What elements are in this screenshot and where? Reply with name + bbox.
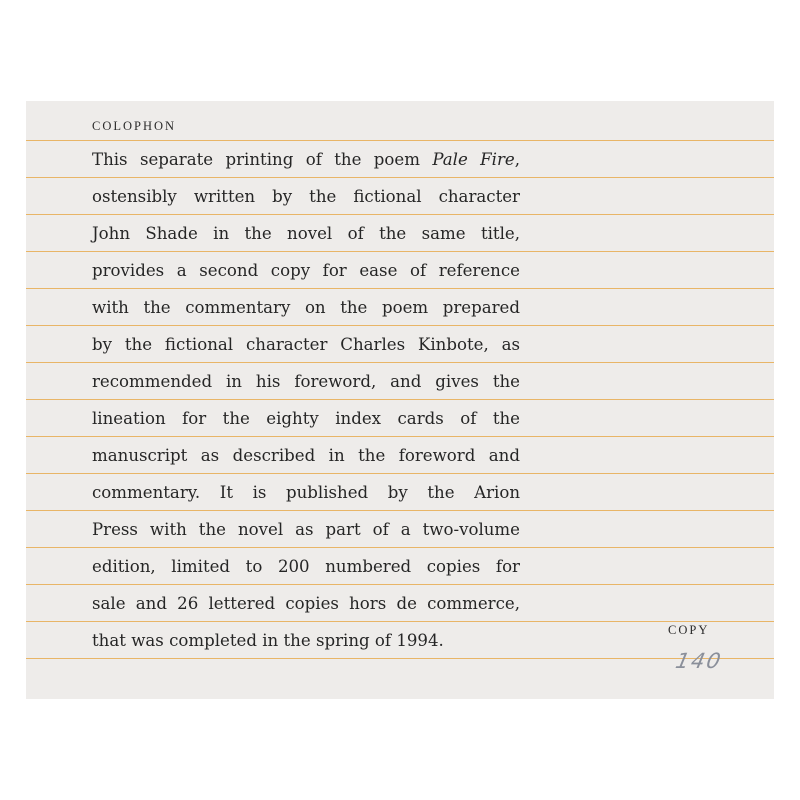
colophon-line: provides a second copy for ease of reference xyxy=(92,261,520,280)
colophon-line: lineation for the eighty index cards of the xyxy=(92,409,520,428)
colophon-heading: COLOPHON xyxy=(92,119,177,133)
rule-line xyxy=(26,325,774,326)
rule-line xyxy=(26,399,774,400)
colophon-line: ostensibly written by the fictional character xyxy=(92,187,520,206)
colophon-line: John Shade in the novel of the same title, xyxy=(92,224,520,243)
colophon-line: recommended in his foreword, and gives the xyxy=(92,372,520,391)
rule-line xyxy=(26,177,774,178)
colophon-line: sale and 26 lettered copies hors de commerce, xyxy=(92,594,520,613)
rule-line xyxy=(26,584,774,585)
colophon-line: that was completed in the spring of 1994. xyxy=(92,631,444,650)
rule-line xyxy=(26,288,774,289)
rule-line xyxy=(26,658,774,659)
rule-line xyxy=(26,510,774,511)
rule-line xyxy=(26,436,774,437)
rule-line xyxy=(26,362,774,363)
colophon-line: by the fictional character Charles Kinbote, as xyxy=(92,335,520,354)
rule-line xyxy=(26,251,774,252)
copy-label: COPY xyxy=(668,623,710,637)
rule-line xyxy=(26,214,774,215)
colophon-line: Press with the novel as part of a two-volume xyxy=(92,520,520,539)
colophon-line: with the commentary on the poem prepared xyxy=(92,298,520,317)
colophon-line xyxy=(92,148,520,172)
colophon-line-end: , xyxy=(514,150,520,169)
rule-line xyxy=(26,473,774,474)
colophon-line: edition, limited to 200 numbered copies for xyxy=(92,557,520,576)
copy-number-handwritten: 140 xyxy=(673,649,725,673)
rule-line xyxy=(26,621,774,622)
colophon-line-start: This separate printing of the poem xyxy=(92,150,433,169)
rule-line xyxy=(26,547,774,548)
colophon-line: manuscript as described in the foreword and xyxy=(92,446,520,465)
poem-title: Pale Fire xyxy=(432,150,515,169)
colophon-line: commentary. It is published by the Arion xyxy=(92,483,520,502)
rule-line xyxy=(26,140,774,141)
